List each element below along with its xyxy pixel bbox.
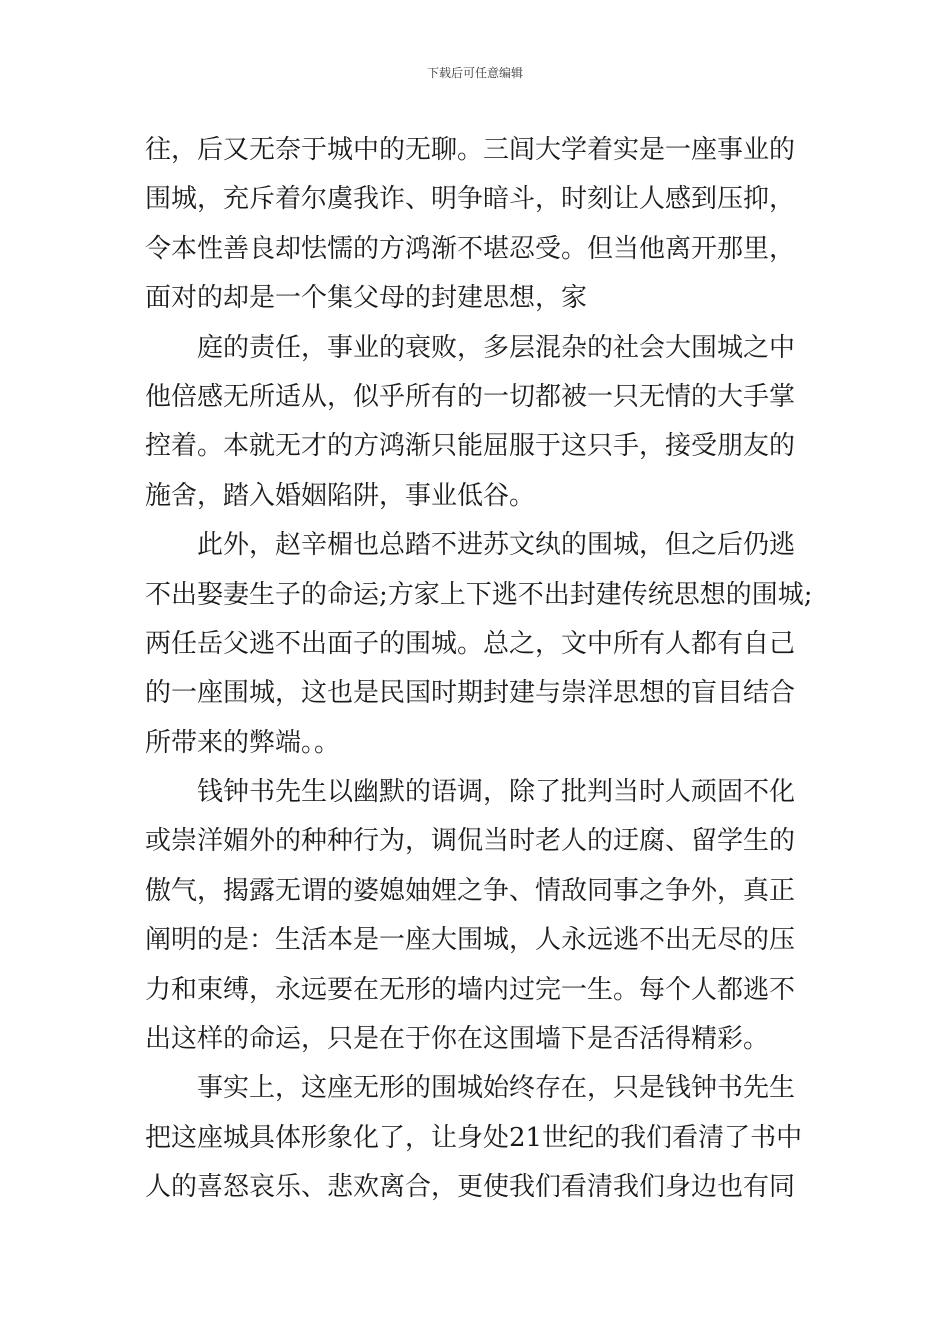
text-line: 施舍，踏入婚姻陷阱，事业低谷。 — [145, 480, 536, 511]
text-line: 阐明的是：生活本是一座大围城，人永远逃不出无尽的压 — [145, 925, 796, 956]
text-line: 或崇洋媚外的种种行为，调侃当时老人的迂腐、留学生的 — [145, 826, 796, 857]
text-line: 把这座城具体形象化了，让身处21世纪的我们看清了书中 — [145, 1122, 803, 1153]
text-line: 的一座围城，这也是民国时期封建与崇洋思想的盲目结合 — [145, 678, 796, 709]
text-line: 控着。本就无才的方鸿渐只能屈服于这只手，接受朋友的 — [145, 431, 796, 462]
text-line: 钱钟书先生以幽默的语调，除了批判当时人顽固不化 — [197, 777, 796, 808]
text-line: 两任岳父逃不出面子的围城。总之，文中所有人都有自己 — [145, 628, 796, 659]
text-line: 力和束缚，永远要在无形的墙内过完一生。每个人都逃不 — [145, 974, 796, 1005]
text-line: 庭的责任，事业的衰败，多层混杂的社会大围城之中 — [197, 332, 796, 363]
text-line: 此外，赵辛楣也总踏不进苏文纨的围城，但之后仍逃 — [197, 530, 796, 561]
text-line: 面对的却是一个集父母的封建思想，家 — [145, 283, 588, 314]
text-line: 事实上，这座无形的围城始终存在，只是钱钟书先生 — [197, 1073, 796, 1104]
text-line: 往，后又无奈于城中的无聊。三闾大学着实是一座事业的 — [145, 135, 796, 165]
page-header: 下载后可任意编辑 — [426, 66, 523, 80]
text-line: 所带来的弊端。。 — [145, 727, 341, 758]
text-line: 傲气，揭露无谓的婆媳妯娌之争、情敌同事之争外，真正 — [145, 875, 796, 906]
text-line: 令本性善良却怯懦的方鸿渐不堪忍受。但当他离开那里， — [145, 233, 796, 264]
text-line: 不出娶妻生子的命运;方家上下逃不出封建传统思想的围城; — [145, 579, 813, 610]
text-line: 围城，充斥着尔虞我诈、明争暗斗，时刻让人感到压抑， — [145, 184, 796, 215]
document-body — [145, 126, 813, 1213]
text-line: 他倍感无所适从，似乎所有的一切都被一只无情的大手掌 — [145, 381, 796, 412]
text-line: 出这样的命运，只是在于你在这围墙下是否活得精彩。 — [145, 1024, 770, 1055]
text-line: 人的喜怒哀乐、悲欢离合，更使我们看清我们身边也有同 — [145, 1172, 796, 1203]
